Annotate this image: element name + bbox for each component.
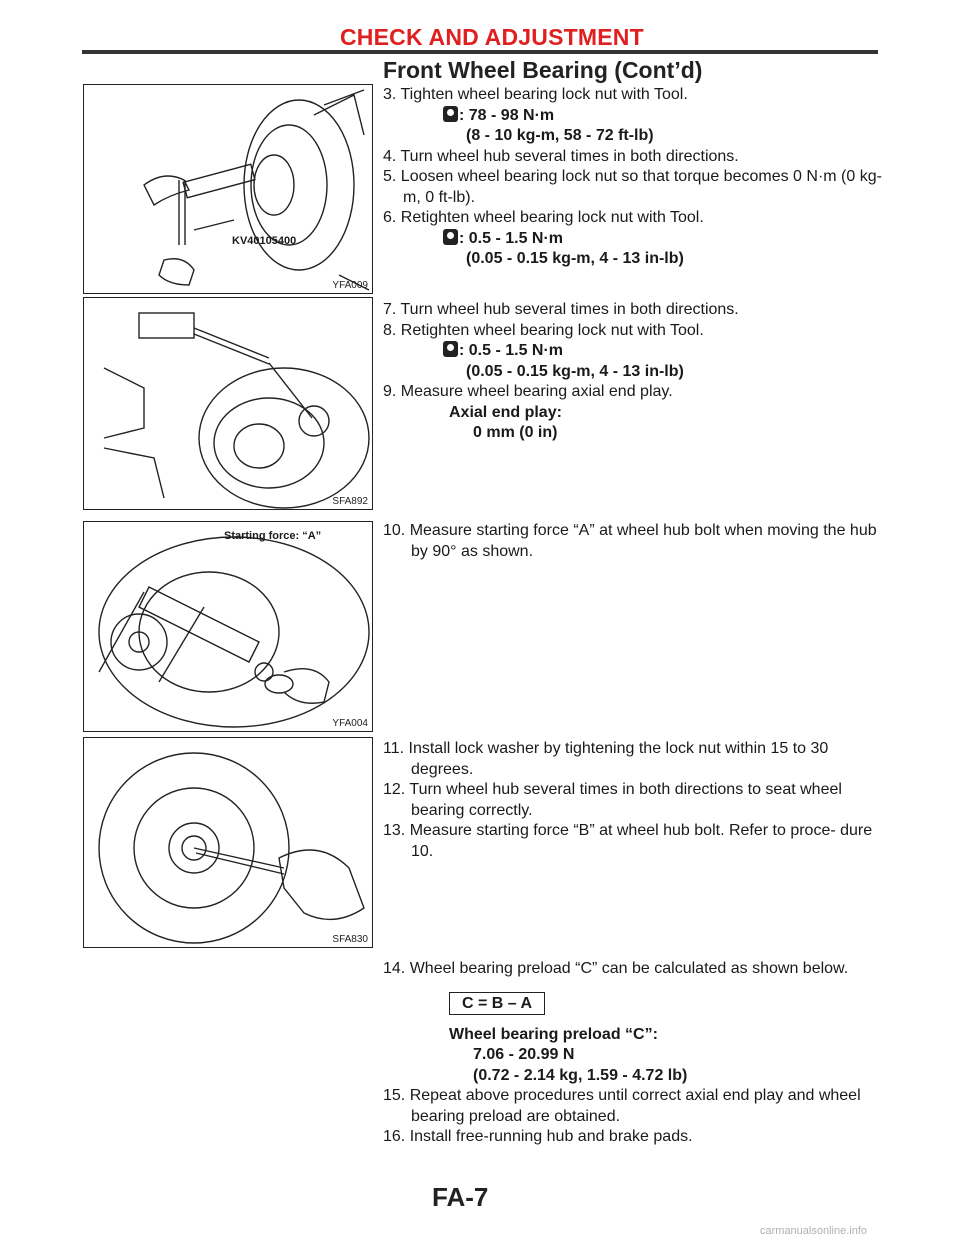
torque-spec — [383, 229, 883, 250]
torque-wrench-icon — [443, 106, 458, 122]
step-15: 15. Repeat above procedures until correct axial end play and wheel bearing preload are obtained. — [383, 1087, 861, 1125]
torque-spec — [383, 106, 883, 127]
step-10-block — [383, 521, 883, 562]
torque-spec-conv: (0.05 - 0.15 kg-m, 4 - 13 in-lb) — [466, 362, 684, 380]
steps-3-6 — [383, 85, 883, 270]
step-4: 4. Turn wheel hub several times in both directions. — [383, 147, 739, 165]
page-subtitle: Front Wheel Bearing (Cont’d) — [383, 57, 703, 83]
endplay-value: 0 mm (0 in) — [473, 424, 558, 441]
section-header: CHECK AND ADJUSTMENT — [340, 24, 644, 50]
torque-wrench-icon — [443, 229, 458, 245]
spec-value: : 78 - 98 N·m — [459, 106, 555, 124]
step-13: 13. Measure starting force “B” at wheel hub bolt. Refer to proce- dure 10. — [383, 822, 873, 860]
step-12: 12. Turn wheel hub several times in both directions to seat wheel bearing correctly. — [383, 781, 842, 819]
illustration-spring-scale — [84, 522, 373, 732]
page-number: FA-7 — [432, 1182, 489, 1212]
spec-value: : 0.5 - 1.5 N·m — [459, 229, 564, 247]
watermark: carmanualsonline.info — [760, 1225, 868, 1237]
steps-11-13 — [383, 739, 883, 862]
figure-yfa004 — [83, 521, 373, 732]
step-8: 8. Retighten wheel bearing lock nut with Tool. — [383, 321, 704, 339]
endplay-label: Axial end play: — [449, 403, 562, 421]
illustration-dial-gauge — [84, 298, 373, 510]
step-5: 5. Loosen wheel bearing lock nut so that torque becomes 0 N·m (0 kg-m, 0 ft-lb). — [383, 168, 882, 206]
starting-force-callout: Starting force: “A” — [224, 530, 322, 542]
step-14: 14. Wheel bearing preload “C” can be calculated as shown below. — [383, 960, 849, 977]
steps-14-16 — [383, 959, 883, 1148]
step-11: 11. Install lock washer by tightening the lock nut within 15 to 30 degrees. — [383, 740, 829, 778]
figure-code: SFA892 — [332, 496, 368, 507]
steps-7-9 — [383, 300, 883, 444]
figure-sfa892 — [83, 297, 373, 510]
tool-label: KV40105400 — [232, 235, 297, 247]
torque-spec — [383, 341, 883, 362]
spec-value: : 0.5 - 1.5 N·m — [459, 342, 564, 359]
torque-spec-conv: (0.05 - 0.15 kg-m, 4 - 13 in-lb) — [466, 250, 684, 267]
preload-value: 7.06 - 20.99 N — [473, 1046, 575, 1063]
step-16: 16. Install free-running hub and brake pads. — [383, 1128, 693, 1145]
figure-sfa830 — [83, 737, 373, 948]
torque-wrench-icon — [443, 341, 458, 357]
illustration-hub-bolt — [84, 738, 373, 948]
step-10: 10. Measure starting force “A” at wheel hub bolt when moving the hub by 90° as shown. — [383, 522, 877, 560]
step-3: 3. Tighten wheel bearing lock nut with Tool. — [383, 86, 688, 103]
step-7: 7. Turn wheel hub several times in both directions. — [383, 301, 739, 318]
preload-value-conv: (0.72 - 2.14 kg, 1.59 - 4.72 lb) — [473, 1066, 688, 1084]
torque-spec-conv: (8 - 10 kg-m, 58 - 72 ft-lb) — [466, 127, 654, 144]
preload-label: Wheel bearing preload “C”: — [449, 1025, 658, 1043]
figure-yfa009 — [83, 84, 373, 294]
figure-code: YFA009 — [332, 280, 368, 291]
figure-code: YFA004 — [332, 718, 368, 729]
header-rule — [82, 50, 878, 54]
step-6: 6. Retighten wheel bearing lock nut with Tool. — [383, 209, 704, 226]
step-9: 9. Measure wheel bearing axial end play. — [383, 383, 673, 400]
preload-formula: C = B – A — [449, 992, 545, 1015]
figure-code: SFA830 — [332, 934, 368, 945]
illustration-hub-wrench — [84, 85, 373, 294]
